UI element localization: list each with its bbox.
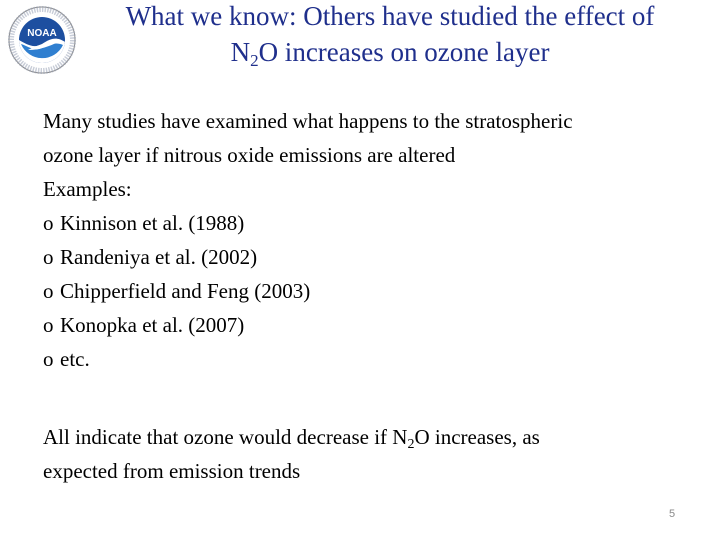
conclusion-text-a: All indicate that ozone would decrease if N: [43, 425, 408, 449]
spacer: [43, 376, 703, 420]
example-text: Chipperfield and Feng (2003): [60, 279, 311, 303]
slide-number: 5: [669, 508, 676, 520]
bullet-icon: o: [43, 211, 54, 235]
intro-line-1: Many studies have examined what happens to the stratospheric: [43, 109, 573, 133]
conclusion-subscript: 2: [407, 437, 415, 452]
conclusion-line-2: expected from emission trends: [43, 459, 301, 483]
example-item: [43, 240, 703, 274]
bullet-icon: o: [43, 279, 54, 303]
title-rest: O increases on ozone layer: [258, 37, 550, 67]
slide-body: [43, 104, 703, 488]
examples-label: Examples:: [43, 177, 132, 201]
bullet-icon: o: [43, 245, 54, 269]
title-subscript: 2: [250, 51, 259, 70]
bullet-icon: o: [43, 313, 54, 337]
example-text: Kinnison et al. (1988): [60, 211, 245, 235]
noaa-logo-text: NOAA: [27, 28, 57, 39]
example-item: [43, 206, 703, 240]
example-item: [43, 342, 703, 376]
example-item: [43, 274, 703, 308]
example-text: etc.: [60, 347, 90, 371]
example-text: Randeniya et al. (2002): [60, 245, 258, 269]
bullet-icon: o: [43, 347, 54, 371]
title-line-1: What we know: Others have studied the effect of: [125, 1, 655, 31]
example-text: Konopka et al. (2007): [60, 313, 245, 337]
intro-line-2: ozone layer if nitrous oxide emissions are altered: [43, 143, 456, 167]
example-item: [43, 308, 703, 342]
slide-title: [60, 0, 720, 70]
title-n: N: [230, 37, 251, 67]
title-line-2: [60, 34, 720, 70]
conclusion-text-b: O increases, as: [414, 425, 540, 449]
conclusion-line-1: [43, 420, 703, 454]
